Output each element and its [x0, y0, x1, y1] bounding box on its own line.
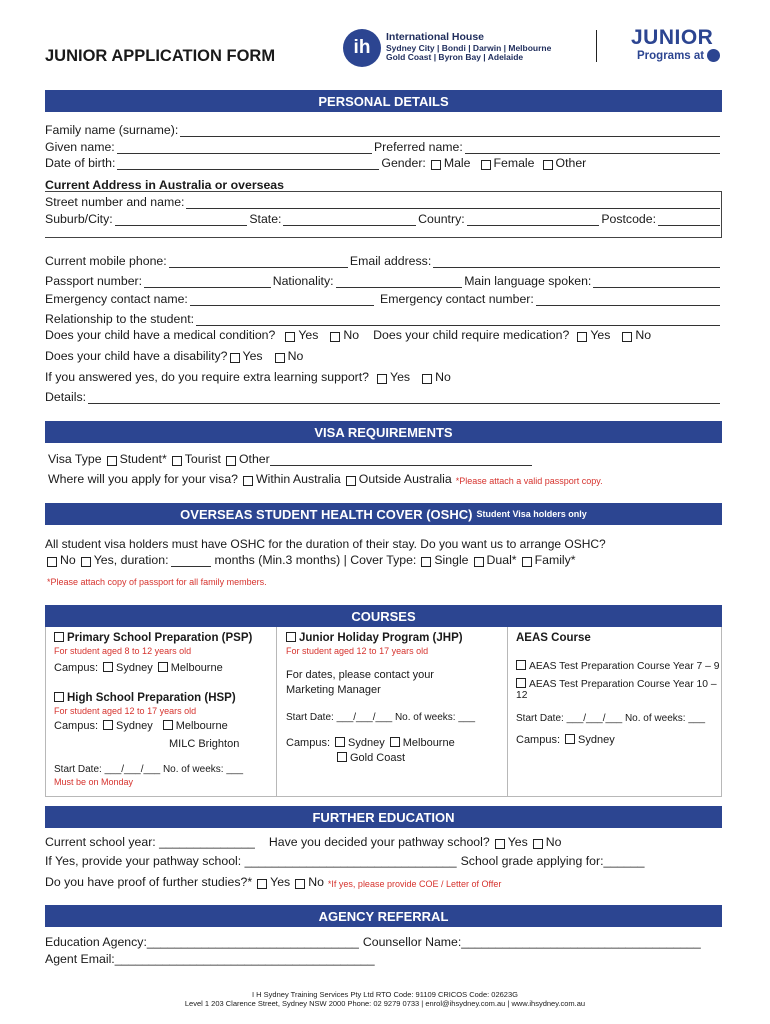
label: Yes	[590, 328, 611, 342]
family-name-field[interactable]	[180, 125, 720, 137]
mobile-field[interactable]	[169, 256, 348, 268]
label: Do you have proof of further studies?*	[45, 875, 253, 889]
label: Visa Type	[48, 452, 102, 466]
label: Other	[555, 156, 587, 170]
psp-sydney-checkbox[interactable]	[103, 662, 113, 672]
courses-box	[45, 627, 722, 797]
label: Female	[493, 156, 535, 170]
preferred-name-field[interactable]	[465, 142, 720, 154]
passport-field[interactable]	[144, 276, 271, 288]
label: Sydney	[578, 734, 615, 746]
family-name-row	[45, 121, 722, 137]
email-field[interactable]	[433, 256, 720, 268]
relationship-row	[45, 310, 722, 326]
label: Dual*	[486, 553, 517, 567]
label: No	[287, 349, 304, 363]
address-heading-row	[45, 176, 722, 192]
passport-row	[45, 272, 722, 288]
state-field[interactable]	[283, 214, 416, 226]
label: Campus:	[54, 720, 99, 732]
postcode-field[interactable]	[658, 214, 720, 226]
label: Campus:	[54, 662, 99, 674]
label: Does your child require medication?	[373, 328, 570, 342]
jhp-dates: For dates, please contact your Marketing Manager	[286, 669, 434, 696]
label: Postcode:	[601, 212, 657, 226]
relationship-field[interactable]	[196, 314, 720, 326]
oshc-duration-field[interactable]	[171, 557, 211, 567]
brand-name: International House	[386, 31, 485, 43]
label: Does your child have a medical condition?	[45, 328, 276, 342]
label: Given name:	[45, 140, 115, 154]
ih-logo-mark: ih	[353, 37, 371, 58]
language-field[interactable]	[593, 276, 720, 288]
dob-field[interactable]	[117, 158, 379, 170]
pathway-school-row	[45, 852, 722, 868]
label: Sydney	[348, 737, 385, 749]
ih-logo-icon	[343, 29, 381, 67]
psp-melbourne-checkbox[interactable]	[158, 662, 168, 672]
aeas-sydney-checkbox[interactable]	[565, 734, 575, 744]
label: Sydney	[116, 662, 153, 674]
label: months (Min.3 months) | Cover Type:	[214, 553, 417, 567]
label: Country:	[418, 212, 465, 226]
section-heading: AGENCY REFERRAL	[318, 908, 449, 924]
school-year-row	[45, 833, 722, 849]
family-checkbox[interactable]	[522, 557, 532, 567]
label: AEAS Test Preparation Course Year 7 – 9	[529, 661, 720, 672]
oshc-text-row	[45, 535, 722, 551]
mobile-row	[45, 252, 722, 268]
label: Outside Australia	[358, 472, 452, 486]
medication-no-checkbox[interactable]	[622, 332, 632, 342]
country-field[interactable]	[467, 214, 600, 226]
section-personal-details	[45, 90, 722, 112]
proof-no-checkbox[interactable]	[295, 879, 305, 889]
dob-row	[45, 154, 722, 170]
disability-yes-checkbox[interactable]	[230, 353, 240, 363]
emergency-name-field[interactable]	[190, 294, 374, 306]
label: No	[308, 875, 324, 889]
label: Current mobile phone:	[45, 254, 167, 268]
pathway-yes-checkbox[interactable]	[495, 839, 505, 849]
address-heading: Current Address in Australia or overseas	[45, 178, 284, 192]
label: Tourist	[184, 452, 221, 466]
oshc-note: *Please attach copy of passport for all family members.	[47, 577, 267, 587]
hsp-start-date[interactable]: Start Date: ___/___/___ No. of weeks: ___	[54, 764, 244, 775]
label: Where will you apply for your visa?	[48, 472, 238, 486]
jhp-age: For student aged 12 to 17 years old	[286, 646, 429, 656]
visa-note: *Please attach a valid passport copy.	[455, 476, 603, 486]
jhp-sydney-checkbox[interactable]	[335, 737, 345, 747]
label: No	[60, 553, 76, 567]
junior-logo-sub-text: Programs at	[637, 49, 705, 62]
page-title: JUNIOR APPLICATION FORM	[45, 47, 276, 65]
label: Yes	[270, 875, 291, 889]
junior-logo-sub	[637, 49, 720, 62]
section-heading: VISA REQUIREMENTS	[314, 424, 453, 440]
section-oshc	[45, 503, 722, 525]
aeas-start-date[interactable]: Start Date: ___/___/___ No. of weeks: ___	[516, 713, 706, 724]
jhp-title: Junior Holiday Program (JHP)	[299, 632, 463, 644]
label: Other	[238, 452, 270, 466]
jhp-gold-coast-checkbox[interactable]	[337, 752, 347, 762]
monday-note: Must be on Monday	[54, 777, 134, 787]
ih-small-logo-icon	[707, 49, 720, 62]
psp-column	[54, 632, 252, 789]
hsp-sydney-checkbox[interactable]	[103, 720, 113, 730]
suburb-field[interactable]	[115, 214, 248, 226]
psp-age: For student aged 8 to 12 years old	[54, 646, 192, 656]
disability-no-checkbox[interactable]	[275, 353, 285, 363]
footer-line-2: Level 1 203 Clarence Street, Sydney NSW 2000 Phone: 02 9279 0733 | enrol@ihsydney.com.au | www.ihsydney.com.au	[184, 999, 586, 1008]
medical-no-checkbox[interactable]	[330, 332, 340, 342]
label: Family*	[534, 553, 576, 567]
street-row	[45, 193, 722, 209]
support-yes-checkbox[interactable]	[377, 374, 387, 384]
label: Sydney	[116, 720, 153, 732]
visa-where-row	[48, 470, 722, 486]
aeas-1-checkbox[interactable]	[516, 660, 526, 670]
label: Yes	[298, 328, 319, 342]
details-row	[45, 388, 722, 404]
label: No	[635, 328, 652, 342]
hsp-melbourne-checkbox[interactable]	[163, 720, 173, 730]
student-checkbox[interactable]	[107, 456, 117, 466]
counsellor-name[interactable]: Counsellor Name:___________________________________	[362, 935, 701, 949]
hsp-age: For student aged 12 to 17 years old	[54, 706, 197, 716]
details-field[interactable]	[88, 392, 720, 404]
male-checkbox[interactable]	[431, 160, 441, 170]
oshc-yes-checkbox[interactable]	[81, 557, 91, 567]
label: Details:	[45, 390, 87, 404]
course-divider	[276, 627, 277, 797]
proof-yes-checkbox[interactable]	[257, 879, 267, 889]
oshc-options-row	[45, 551, 722, 567]
hsp-checkbox[interactable]	[54, 692, 64, 702]
given-name-field[interactable]	[117, 142, 372, 154]
section-agency-referral	[45, 905, 722, 927]
pathway-no-checkbox[interactable]	[533, 839, 543, 849]
female-checkbox[interactable]	[481, 160, 491, 170]
label: Melbourne	[170, 662, 223, 674]
label: Yes	[507, 835, 528, 849]
label: Emergency contact number:	[380, 292, 534, 306]
label: AEAS Test Preparation Course Year 10 – 12	[516, 679, 717, 701]
jhp-start-date[interactable]: Start Date: ___/___/___ No. of weeks: ___	[286, 712, 476, 723]
header-divider	[596, 30, 597, 62]
junior-logo: JUNIOR	[631, 26, 714, 49]
education-agency[interactable]: Education Agency:_______________________________	[45, 935, 359, 949]
label: Melbourne	[175, 720, 228, 732]
jhp-checkbox[interactable]	[286, 632, 296, 642]
agent-email[interactable]: Agent Email:______________________________________	[45, 952, 375, 966]
label: Gender:	[381, 156, 426, 170]
label: Yes	[242, 349, 263, 363]
emergency-row	[45, 290, 722, 306]
psp-checkbox[interactable]	[54, 632, 64, 642]
psp-title: Primary School Preparation (PSP)	[67, 632, 253, 644]
other-checkbox[interactable]	[543, 160, 553, 170]
visa-other-field[interactable]	[270, 456, 532, 466]
medical-row	[45, 326, 722, 342]
label: No	[435, 370, 451, 384]
section-heading: PERSONAL DETAILS	[318, 93, 449, 109]
street-field[interactable]	[186, 197, 720, 209]
label: Suburb/City:	[45, 212, 113, 226]
jhp-melbourne-checkbox[interactable]	[390, 737, 400, 747]
label: Emergency contact name:	[45, 292, 188, 306]
section-further-education	[45, 806, 722, 828]
outside-australia-checkbox[interactable]	[346, 476, 356, 486]
label: State:	[249, 212, 282, 226]
school-year[interactable]: Current school year: ______________	[45, 835, 255, 849]
label: Street number and name:	[45, 195, 185, 209]
grade-applying[interactable]: School grade applying for:______	[460, 854, 645, 868]
brand-locations-2: Gold Coast | Byron Bay | Adelaide	[386, 52, 524, 62]
section-courses	[45, 605, 722, 627]
milc-brighton: MILC Brighton	[169, 738, 240, 750]
label: Yes, duration:	[93, 553, 169, 567]
dual-checkbox[interactable]	[474, 557, 484, 567]
section-visa	[45, 421, 722, 443]
label: Male	[443, 156, 471, 170]
label: No	[545, 835, 562, 849]
aeas-2-checkbox[interactable]	[516, 678, 526, 688]
label: Within Australia	[256, 472, 341, 486]
single-checkbox[interactable]	[421, 557, 431, 567]
suburb-row	[45, 210, 722, 226]
course-divider	[507, 627, 508, 797]
medical-yes-checkbox[interactable]	[285, 332, 295, 342]
jhp-column	[286, 632, 496, 766]
label: Student*	[119, 452, 167, 466]
label: Nationality:	[272, 274, 334, 288]
label: Have you decided your pathway school?	[268, 835, 490, 849]
label: Gold Coast	[350, 752, 406, 764]
brand-locations: Sydney City | Bondi | Darwin | Melbourne	[386, 43, 552, 53]
label: If you answered yes, do you require extra learning support?	[45, 370, 370, 384]
label: Preferred name:	[373, 140, 463, 154]
pathway-school[interactable]: If Yes, provide your pathway school: _______________________________	[45, 854, 457, 868]
proof-note: *If yes, please provide COE / Letter of Offer	[327, 879, 502, 889]
label: Passport number:	[45, 274, 143, 288]
oshc-text: All student visa holders must have OSHC for the duration of their stay. Do you want us to arrange OSHC?	[45, 537, 606, 551]
label: Email address:	[349, 254, 432, 268]
label: Does your child have a disability?	[45, 349, 228, 363]
support-no-checkbox[interactable]	[422, 374, 432, 384]
label: Campus:	[286, 737, 331, 749]
visa-type-row	[48, 450, 722, 466]
label: Single	[434, 553, 469, 567]
emergency-number-field[interactable]	[536, 294, 720, 306]
label: Family name (surname):	[45, 123, 179, 137]
label: Relationship to the student:	[45, 312, 195, 326]
oshc-no-checkbox[interactable]	[47, 557, 57, 567]
agent-email-row	[45, 950, 722, 966]
proof-row	[45, 873, 722, 889]
given-name-row	[45, 138, 722, 154]
aeas-title: AEAS Course	[516, 632, 591, 644]
label: Melbourne	[402, 737, 455, 749]
nationality-field[interactable]	[336, 276, 463, 288]
footer-line-1: I H Sydney Training Services Pty Ltd RTO Code: 91109 CRICOS Code: 02623G	[252, 990, 518, 999]
tourist-checkbox[interactable]	[172, 456, 182, 466]
label: Date of birth:	[45, 156, 116, 170]
label: No	[343, 328, 360, 342]
section-heading: FURTHER EDUCATION	[312, 809, 455, 825]
section-heading: OVERSEAS STUDENT HEALTH COVER (OSHC)	[180, 506, 473, 522]
disability-row	[45, 347, 722, 363]
section-heading: COURSES	[351, 608, 416, 624]
medication-yes-checkbox[interactable]	[577, 332, 587, 342]
hsp-title: High School Preparation (HSP)	[67, 692, 236, 704]
label: Campus:	[516, 734, 561, 746]
aeas-column	[516, 632, 721, 748]
within-australia-checkbox[interactable]	[243, 476, 253, 486]
support-row	[45, 368, 722, 384]
label: Main language spoken:	[464, 274, 592, 288]
section-heading-note: Student Visa holders only	[476, 509, 587, 519]
agency-row	[45, 933, 722, 949]
visa-other-checkbox[interactable]	[226, 456, 236, 466]
label: Yes	[390, 370, 411, 384]
